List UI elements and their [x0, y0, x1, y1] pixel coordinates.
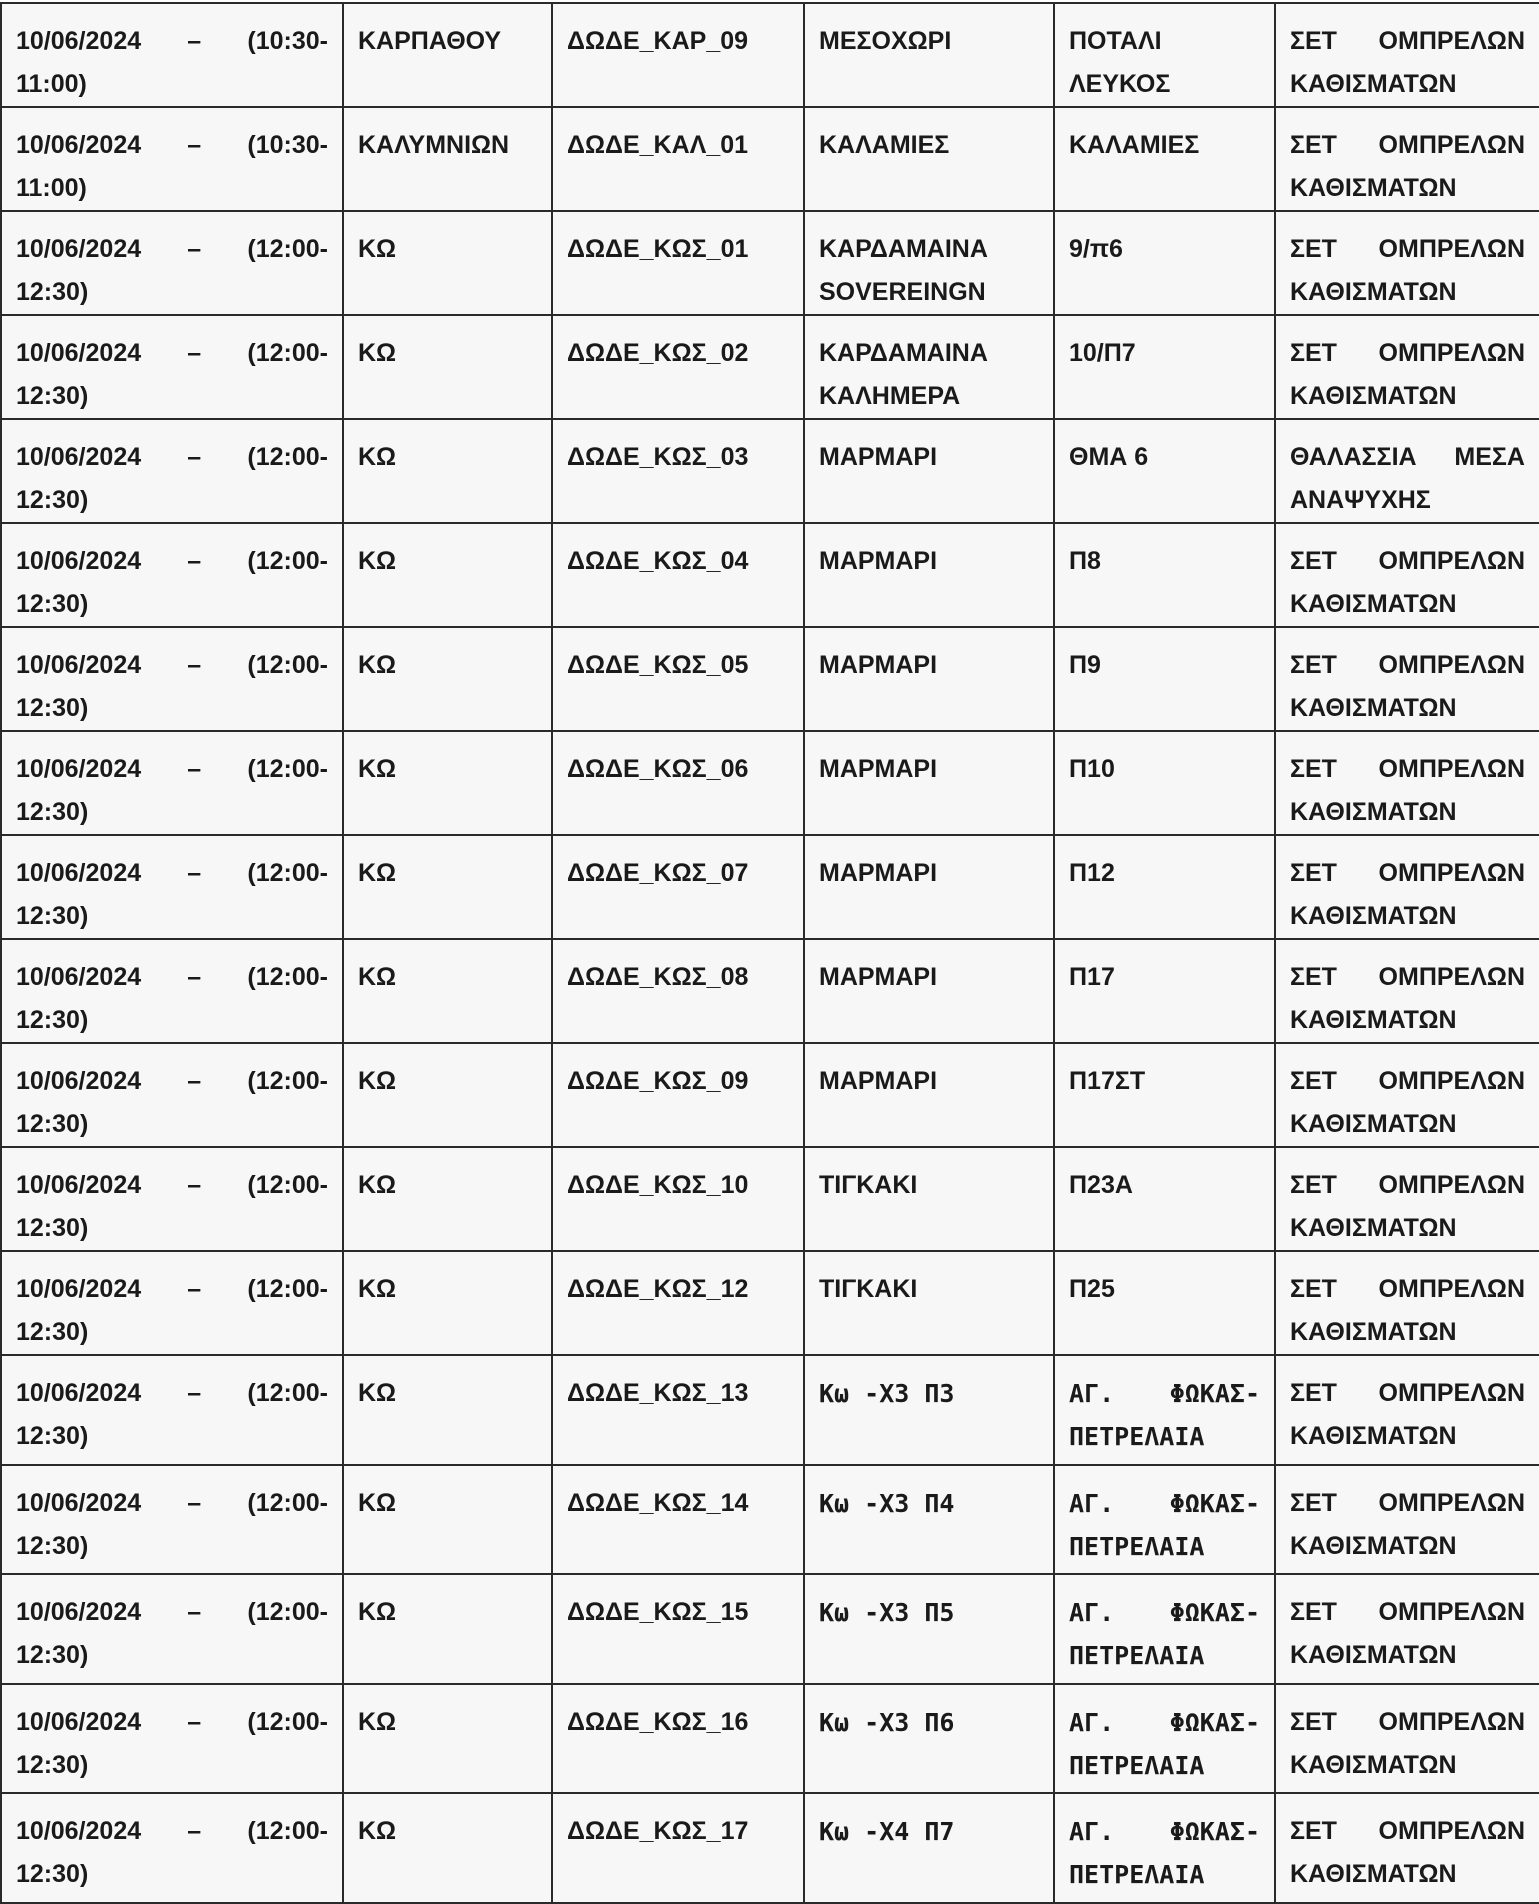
- island-cell: [343, 1574, 552, 1684]
- item-line2: ΚΑΘΙΣΜΑΤΩΝ: [1290, 1860, 1457, 1888]
- date-cell: [1, 627, 343, 731]
- beach-code: ΔΩΔΕ_ΚΩΣ_03: [567, 443, 749, 471]
- area-cell: [804, 1251, 1054, 1355]
- island-cell: [343, 1043, 552, 1147]
- area-cell: [804, 1465, 1054, 1575]
- table-row: [1, 1793, 1539, 1903]
- date-cell: [1, 315, 343, 419]
- item-line1: ΣΕΤ ΟΜΠΡΕΛΩΝ: [1290, 1171, 1525, 1199]
- island-cell: [343, 835, 552, 939]
- date-range-start: 10/06/2024 – (12:00-: [16, 235, 328, 263]
- code-cell: [552, 1355, 804, 1465]
- item-line2: ΚΑΘΙΣΜΑΤΩΝ: [1290, 1750, 1457, 1779]
- island-cell: [343, 731, 552, 835]
- island-name: ΚΩ: [358, 547, 397, 575]
- area-name: Κω -Χ4 Π7: [819, 1817, 955, 1846]
- island-name: ΚΩ: [358, 339, 397, 367]
- area-cell: [804, 835, 1054, 939]
- island-name: ΚΩ: [358, 1707, 397, 1736]
- item-line2: ΚΑΘΙΣΜΑΤΩΝ: [1290, 1641, 1457, 1669]
- date-cell: [1, 419, 343, 523]
- date-range-start: 10/06/2024 – (12:00-: [16, 1275, 328, 1303]
- code-cell: [552, 939, 804, 1043]
- table-row: [1, 627, 1539, 731]
- date-cell: [1, 523, 343, 627]
- area-cell: [804, 1574, 1054, 1684]
- date-cell: [1, 211, 343, 315]
- code-cell: [552, 1147, 804, 1251]
- spot-name-line1: ΑΓ. ΦΩΚΑΣ-: [1069, 1379, 1260, 1408]
- date-range-end: 11:00): [16, 174, 87, 202]
- beach-code: ΔΩΔΕ_ΚΩΣ_12: [567, 1275, 749, 1303]
- item-line1: ΣΕΤ ΟΜΠΡΕΛΩΝ: [1290, 651, 1525, 679]
- code-cell: [552, 1793, 804, 1903]
- spot-name: Π25: [1069, 1275, 1115, 1303]
- code-cell: [552, 1684, 804, 1794]
- item-line2: ΚΑΘΙΣΜΑΤΩΝ: [1290, 1531, 1457, 1560]
- item-line2: ΚΑΘΙΣΜΑΤΩΝ: [1290, 382, 1457, 410]
- island-name: ΚΩ: [358, 235, 397, 263]
- date-range-start: 10/06/2024 – (12:00-: [16, 1488, 328, 1517]
- spot-cell: [1054, 627, 1275, 731]
- island-cell: [343, 3, 552, 107]
- beach-code: ΔΩΔΕ_ΚΩΣ_08: [567, 963, 749, 991]
- item-line2: ΚΑΘΙΣΜΑΤΩΝ: [1290, 70, 1457, 98]
- spot-name-line2: ΠΕΤΡΕΛΑΙΑ: [1069, 1641, 1205, 1670]
- item-line2: ΚΑΘΙΣΜΑΤΩΝ: [1290, 174, 1457, 202]
- item-line2: ΚΑΘΙΣΜΑΤΩΝ: [1290, 798, 1457, 826]
- island-cell: [343, 107, 552, 211]
- code-cell: [552, 1465, 804, 1575]
- beach-code: ΔΩΔΕ_ΚΩΣ_16: [567, 1707, 749, 1736]
- item-line2: ΚΑΘΙΣΜΑΤΩΝ: [1290, 1110, 1457, 1138]
- island-cell: [343, 419, 552, 523]
- spot-cell: [1054, 315, 1275, 419]
- item-cell: [1275, 315, 1539, 419]
- spot-name-line1: ΑΓ. ΦΩΚΑΣ-: [1069, 1488, 1260, 1518]
- item-cell: [1275, 835, 1539, 939]
- code-cell: [552, 627, 804, 731]
- island-name: ΚΩ: [358, 1171, 397, 1199]
- table-row: [1, 1147, 1539, 1251]
- item-cell: [1275, 1147, 1539, 1251]
- island-name: ΚΑΛΥΜΝΙΩΝ: [358, 131, 510, 159]
- area-name: Κω -Χ3 Π5: [819, 1598, 955, 1627]
- item-cell: [1275, 523, 1539, 627]
- area-name: ΜΑΡΜΑΡΙ: [819, 1067, 938, 1095]
- item-line1: ΣΕΤ ΟΜΠΡΕΛΩΝ: [1290, 235, 1525, 263]
- date-cell: [1, 3, 343, 107]
- area-name: ΤΙΓΚΑΚΙ: [819, 1171, 918, 1199]
- spot-cell: [1054, 107, 1275, 211]
- island-cell: [343, 211, 552, 315]
- area-name: ΜΑΡΜΑΡΙ: [819, 443, 938, 471]
- area-cell: [804, 1684, 1054, 1794]
- date-range-end: 12:30): [16, 1422, 89, 1450]
- code-cell: [552, 419, 804, 523]
- item-line1: ΣΕΤ ΟΜΠΡΕΛΩΝ: [1290, 1817, 1525, 1845]
- island-name: ΚΩ: [358, 651, 397, 679]
- area-cell: [804, 1793, 1054, 1903]
- island-name: ΚΩ: [358, 1067, 397, 1095]
- area-cell: [804, 1043, 1054, 1147]
- area-cell: [804, 731, 1054, 835]
- area-name: Κω -Χ3 Π6: [819, 1707, 955, 1737]
- date-range-end: 12:30): [16, 278, 89, 306]
- item-cell: [1275, 3, 1539, 107]
- table-row: [1, 1684, 1539, 1794]
- island-name: ΚΑΡΠΑΘΟΥ: [358, 27, 502, 55]
- code-cell: [552, 523, 804, 627]
- beach-code: ΔΩΔΕ_ΚΩΣ_10: [567, 1171, 749, 1199]
- date-range-start: 10/06/2024 – (10:30-: [16, 27, 328, 55]
- beach-code: ΔΩΔΕ_ΚΩΣ_14: [567, 1488, 749, 1517]
- beach-code: ΔΩΔΕ_ΚΑΡ_09: [567, 27, 749, 55]
- area-name: ΤΙΓΚΑΚΙ: [819, 1275, 918, 1303]
- area-name: ΚΑΡΔΑΜΑΙΝΑ ΚΑΛΗΜΕΡΑ: [819, 339, 988, 410]
- spot-cell: [1054, 1793, 1275, 1903]
- item-line1: ΣΕΤ ΟΜΠΡΕΛΩΝ: [1290, 131, 1525, 159]
- table-row: [1, 1574, 1539, 1684]
- spot-name: ΚΑΛΑΜΙΕΣ: [1069, 131, 1200, 159]
- table-row: [1, 939, 1539, 1043]
- spot-cell: [1054, 1355, 1275, 1465]
- item-cell: [1275, 1574, 1539, 1684]
- table-row: [1, 107, 1539, 211]
- item-cell: [1275, 419, 1539, 523]
- item-line2: ΚΑΘΙΣΜΑΤΩΝ: [1290, 590, 1457, 618]
- beach-code: ΔΩΔΕ_ΚΩΣ_07: [567, 859, 749, 887]
- date-cell: [1, 1574, 343, 1684]
- date-range-start: 10/06/2024 – (12:00-: [16, 1379, 328, 1407]
- date-cell: [1, 731, 343, 835]
- spot-name-line1: ΑΓ. ΦΩΚΑΣ-: [1069, 1598, 1260, 1627]
- schedule-table: [0, 2, 1539, 1904]
- table-row: [1, 1465, 1539, 1575]
- area-name: ΜΑΡΜΑΡΙ: [819, 859, 938, 887]
- spot-cell: [1054, 1251, 1275, 1355]
- item-line2: ΑΝΑΨΥΧΗΣ: [1290, 486, 1431, 514]
- spot-cell: [1054, 419, 1275, 523]
- date-range-end: 12:30): [16, 798, 89, 826]
- item-line1: ΣΕΤ ΟΜΠΡΕΛΩΝ: [1290, 859, 1525, 887]
- area-cell: [804, 1355, 1054, 1465]
- island-cell: [343, 315, 552, 419]
- date-cell: [1, 1465, 343, 1575]
- date-range-end: 12:30): [16, 590, 89, 618]
- island-name: ΚΩ: [358, 755, 397, 783]
- area-cell: [804, 107, 1054, 211]
- island-cell: [343, 1684, 552, 1794]
- area-cell: [804, 1147, 1054, 1251]
- island-cell: [343, 1251, 552, 1355]
- item-line2: ΚΑΘΙΣΜΑΤΩΝ: [1290, 902, 1457, 930]
- item-line1: ΣΕΤ ΟΜΠΡΕΛΩΝ: [1290, 1598, 1525, 1626]
- date-cell: [1, 1251, 343, 1355]
- area-name: ΜΑΡΜΑΡΙ: [819, 963, 938, 991]
- item-cell: [1275, 211, 1539, 315]
- date-range-end: 12:30): [16, 382, 89, 410]
- item-line1: ΣΕΤ ΟΜΠΡΕΛΩΝ: [1290, 963, 1525, 991]
- table-row: [1, 3, 1539, 107]
- item-line1: ΣΕΤ ΟΜΠΡΕΛΩΝ: [1290, 339, 1525, 367]
- island-name: ΚΩ: [358, 1275, 397, 1303]
- beach-code: ΔΩΔΕ_ΚΩΣ_02: [567, 339, 749, 367]
- date-range-start: 10/06/2024 – (12:00-: [16, 859, 328, 887]
- date-range-end: 12:30): [16, 1318, 89, 1346]
- area-name: ΜΑΡΜΑΡΙ: [819, 755, 938, 783]
- date-cell: [1, 1684, 343, 1794]
- date-range-end: 12:30): [16, 694, 89, 722]
- item-line1: ΣΕΤ ΟΜΠΡΕΛΩΝ: [1290, 27, 1525, 55]
- area-name: ΜΑΡΜΑΡΙ: [819, 651, 938, 679]
- date-range-end: 11:00): [16, 70, 87, 98]
- date-range-end: 12:30): [16, 1214, 89, 1242]
- date-range-start: 10/06/2024 – (10:30-: [16, 131, 328, 159]
- spot-cell: [1054, 1684, 1275, 1794]
- table-row: [1, 835, 1539, 939]
- item-line2: ΚΑΘΙΣΜΑΤΩΝ: [1290, 1422, 1457, 1450]
- spot-cell: [1054, 1574, 1275, 1684]
- area-cell: [804, 627, 1054, 731]
- area-cell: [804, 211, 1054, 315]
- island-name: ΚΩ: [358, 443, 397, 471]
- beach-code: ΔΩΔΕ_ΚΩΣ_09: [567, 1067, 749, 1095]
- code-cell: [552, 731, 804, 835]
- item-cell: [1275, 1355, 1539, 1465]
- island-name: ΚΩ: [358, 1817, 397, 1845]
- item-line1: ΣΕΤ ΟΜΠΡΕΛΩΝ: [1290, 1275, 1525, 1303]
- spot-name: ΠΟΤΑΛΙ ΛΕΥΚΟΣ: [1069, 27, 1171, 98]
- island-cell: [343, 627, 552, 731]
- date-range-start: 10/06/2024 – (12:00-: [16, 1598, 328, 1626]
- spot-name-line2: ΠΕΤΡΕΛΑΙΑ: [1069, 1860, 1205, 1889]
- beach-code: ΔΩΔΕ_ΚΩΣ_13: [567, 1379, 749, 1407]
- spot-name: Π9: [1069, 651, 1101, 679]
- area-name: ΚΑΛΑΜΙΕΣ: [819, 131, 950, 159]
- item-cell: [1275, 731, 1539, 835]
- code-cell: [552, 3, 804, 107]
- spot-cell: [1054, 1147, 1275, 1251]
- date-range-start: 10/06/2024 – (12:00-: [16, 963, 328, 991]
- spot-name: Π17ΣΤ: [1069, 1067, 1146, 1095]
- area-cell: [804, 315, 1054, 419]
- island-cell: [343, 1355, 552, 1465]
- date-range-start: 10/06/2024 – (12:00-: [16, 1707, 328, 1736]
- date-cell: [1, 1147, 343, 1251]
- item-line2: ΚΑΘΙΣΜΑΤΩΝ: [1290, 1006, 1457, 1034]
- spot-name: Π23Α: [1069, 1171, 1133, 1199]
- beach-code: ΔΩΔΕ_ΚΩΣ_06: [567, 755, 749, 783]
- table-row: [1, 1355, 1539, 1465]
- item-cell: [1275, 107, 1539, 211]
- date-cell: [1, 1355, 343, 1465]
- beach-code: ΔΩΔΕ_ΚΑΛ_01: [567, 131, 749, 159]
- island-name: ΚΩ: [358, 1598, 397, 1626]
- item-cell: [1275, 939, 1539, 1043]
- spot-cell: [1054, 835, 1275, 939]
- item-line2: ΚΑΘΙΣΜΑΤΩΝ: [1290, 278, 1457, 306]
- spot-name: Π10: [1069, 755, 1115, 783]
- spot-cell: [1054, 939, 1275, 1043]
- spot-cell: [1054, 731, 1275, 835]
- area-name: ΜΑΡΜΑΡΙ: [819, 547, 938, 575]
- spot-cell: [1054, 523, 1275, 627]
- table-row: [1, 523, 1539, 627]
- date-range-end: 12:30): [16, 1750, 89, 1779]
- date-cell: [1, 835, 343, 939]
- schedule-table-body: [1, 3, 1539, 1903]
- area-cell: [804, 939, 1054, 1043]
- date-cell: [1, 939, 343, 1043]
- spot-name-line1: ΑΓ. ΦΩΚΑΣ-: [1069, 1817, 1260, 1846]
- table-row: [1, 1251, 1539, 1355]
- spot-name-line2: ΠΕΤΡΕΛΑΙΑ: [1069, 1750, 1205, 1780]
- spot-cell: [1054, 211, 1275, 315]
- spot-cell: [1054, 1043, 1275, 1147]
- table-row: [1, 419, 1539, 523]
- date-range-start: 10/06/2024 – (12:00-: [16, 755, 328, 783]
- date-range-start: 10/06/2024 – (12:00-: [16, 1171, 328, 1199]
- item-cell: [1275, 1465, 1539, 1575]
- date-range-end: 12:30): [16, 1641, 89, 1669]
- area-name: ΚΑΡΔΑΜΑΙΝΑ SOVEREINGN: [819, 235, 988, 306]
- date-range-end: 12:30): [16, 1110, 89, 1138]
- island-cell: [343, 1147, 552, 1251]
- item-cell: [1275, 1793, 1539, 1903]
- beach-code: ΔΩΔΕ_ΚΩΣ_04: [567, 547, 749, 575]
- table-row: [1, 1043, 1539, 1147]
- item-line1: ΣΕΤ ΟΜΠΡΕΛΩΝ: [1290, 1488, 1525, 1517]
- item-cell: [1275, 1251, 1539, 1355]
- date-cell: [1, 1043, 343, 1147]
- area-name: Κω -Χ3 Π3: [819, 1379, 955, 1408]
- island-cell: [343, 939, 552, 1043]
- code-cell: [552, 1043, 804, 1147]
- spot-name: 9/π6: [1069, 235, 1123, 263]
- table-row: [1, 731, 1539, 835]
- spot-cell: [1054, 1465, 1275, 1575]
- item-line2: ΚΑΘΙΣΜΑΤΩΝ: [1290, 1214, 1457, 1242]
- item-line1: ΣΕΤ ΟΜΠΡΕΛΩΝ: [1290, 1067, 1525, 1095]
- beach-code: ΔΩΔΕ_ΚΩΣ_01: [567, 235, 749, 263]
- area-cell: [804, 3, 1054, 107]
- beach-code: ΔΩΔΕ_ΚΩΣ_17: [567, 1817, 749, 1845]
- date-range-start: 10/06/2024 – (12:00-: [16, 547, 328, 575]
- date-range-start: 10/06/2024 – (12:00-: [16, 443, 328, 471]
- area-cell: [804, 523, 1054, 627]
- beach-code: ΔΩΔΕ_ΚΩΣ_05: [567, 651, 749, 679]
- item-line1: ΣΕΤ ΟΜΠΡΕΛΩΝ: [1290, 1379, 1525, 1407]
- spot-name: Π17: [1069, 963, 1115, 991]
- code-cell: [552, 315, 804, 419]
- date-range-start: 10/06/2024 – (12:00-: [16, 651, 328, 679]
- island-cell: [343, 1793, 552, 1903]
- date-cell: [1, 107, 343, 211]
- code-cell: [552, 211, 804, 315]
- area-name: Κω -Χ3 Π4: [819, 1488, 955, 1518]
- table-row: [1, 211, 1539, 315]
- item-line1: ΣΕΤ ΟΜΠΡΕΛΩΝ: [1290, 755, 1525, 783]
- island-name: ΚΩ: [358, 859, 397, 887]
- island-name: ΚΩ: [358, 1488, 397, 1517]
- beach-code: ΔΩΔΕ_ΚΩΣ_15: [567, 1598, 749, 1626]
- spot-cell: [1054, 3, 1275, 107]
- spot-name-line2: ΠΕΤΡΕΛΑΙΑ: [1069, 1531, 1205, 1561]
- code-cell: [552, 1251, 804, 1355]
- table-row: [1, 315, 1539, 419]
- island-cell: [343, 523, 552, 627]
- code-cell: [552, 107, 804, 211]
- island-name: ΚΩ: [358, 1379, 397, 1407]
- item-line2: ΚΑΘΙΣΜΑΤΩΝ: [1290, 1318, 1457, 1346]
- area-name: ΜΕΣΟΧΩΡΙ: [819, 27, 952, 55]
- item-cell: [1275, 1684, 1539, 1794]
- spot-name: Π8: [1069, 547, 1101, 575]
- date-range-end: 12:30): [16, 486, 89, 514]
- item-line1: ΣΕΤ ΟΜΠΡΕΛΩΝ: [1290, 1707, 1525, 1736]
- spot-name-line2: ΠΕΤΡΕΛΑΙΑ: [1069, 1422, 1205, 1451]
- date-range-end: 12:30): [16, 1006, 89, 1034]
- item-cell: [1275, 1043, 1539, 1147]
- date-range-start: 10/06/2024 – (12:00-: [16, 1817, 328, 1845]
- item-line1: ΘΑΛΑΣΣΙΑ ΜΕΣΑ: [1290, 443, 1525, 471]
- item-line1: ΣΕΤ ΟΜΠΡΕΛΩΝ: [1290, 547, 1525, 575]
- item-cell: [1275, 627, 1539, 731]
- spot-name: 10/Π7: [1069, 339, 1136, 367]
- spot-name: Π12: [1069, 859, 1115, 887]
- date-range-end: 12:30): [16, 1531, 89, 1560]
- item-line2: ΚΑΘΙΣΜΑΤΩΝ: [1290, 694, 1457, 722]
- spot-name: ΘΜΑ 6: [1069, 443, 1149, 471]
- area-cell: [804, 419, 1054, 523]
- date-cell: [1, 1793, 343, 1903]
- island-name: ΚΩ: [358, 963, 397, 991]
- code-cell: [552, 835, 804, 939]
- code-cell: [552, 1574, 804, 1684]
- date-range-start: 10/06/2024 – (12:00-: [16, 339, 328, 367]
- date-range-end: 12:30): [16, 902, 89, 930]
- island-cell: [343, 1465, 552, 1575]
- date-range-start: 10/06/2024 – (12:00-: [16, 1067, 328, 1095]
- date-range-end: 12:30): [16, 1860, 89, 1888]
- spot-name-line1: ΑΓ. ΦΩΚΑΣ-: [1069, 1707, 1260, 1737]
